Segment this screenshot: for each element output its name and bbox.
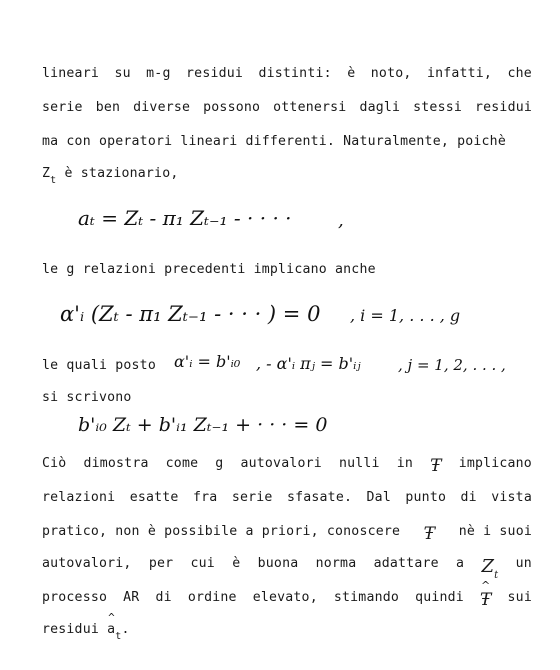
word: dagli [359, 100, 401, 115]
word: Dal [366, 490, 391, 505]
text-segment: nè i suoi [458, 524, 532, 539]
text-line-2 [42, 100, 532, 115]
z-t-symbol [481, 556, 498, 581]
matrix-symbol-icon: Ŧ [430, 456, 442, 476]
word: m-g [146, 66, 171, 81]
text-line-4-rest: è stazionario, [64, 166, 179, 181]
text-line-12 [42, 590, 532, 610]
word: come [165, 456, 199, 471]
word: diverse [133, 100, 191, 115]
word: autovalori [240, 456, 322, 471]
word: adattare [373, 556, 439, 571]
word: g [215, 456, 224, 471]
equation-3c: , j = 1, 2, . . . , [398, 356, 506, 374]
text-segment: pratico, non è possibile a priori, conoscere [42, 524, 401, 539]
word: serie [42, 100, 83, 115]
word: a [456, 556, 465, 571]
subscript-t: t [50, 175, 57, 186]
word: relazioni [42, 490, 116, 505]
word: di [460, 490, 477, 505]
word: cui [190, 556, 215, 571]
word: norma [315, 556, 357, 571]
equation-1-comma: , [338, 210, 344, 231]
word: stessi [413, 100, 462, 115]
word: nulli [338, 456, 380, 471]
matrix-hat-symbol-icon: ^ Ŧ [480, 590, 492, 610]
matrix-symbol-icon: Ŧ [423, 524, 436, 544]
word: infatti, [426, 66, 493, 81]
word: sui [507, 590, 532, 605]
equation-2-index: , i = 1, . . . , g [350, 306, 461, 325]
text-line-7: si scrivono [42, 390, 132, 405]
word: elevato, [252, 590, 318, 605]
word: residui [42, 622, 99, 637]
word: distinti: [258, 66, 332, 81]
equation-2: α'ᵢ (Zₜ - π₁ Zₜ₋₁ - · · · ) = 0 [60, 302, 321, 326]
symbol-z: Z [481, 556, 495, 577]
text-line-13: residui ^ $a_t$. [42, 622, 532, 642]
word: in [396, 456, 414, 471]
word: Ciò [42, 456, 67, 471]
text-line-11 [42, 556, 532, 581]
symbol-a: a [107, 622, 116, 637]
word: è [232, 556, 241, 571]
word: serie [231, 490, 273, 505]
word: lineari [42, 66, 99, 81]
word: per [148, 556, 174, 571]
word: esatte [129, 490, 179, 505]
word: residui [186, 66, 244, 81]
word: quindi [415, 590, 464, 605]
text-line-8 [42, 456, 532, 476]
word: ben [95, 100, 121, 115]
word: è [347, 66, 356, 81]
equation-1: aₜ = Zₜ - π₁ Zₜ₋₁ - · · · · [78, 206, 292, 230]
word: un [515, 556, 532, 571]
text-line-1 [42, 66, 532, 81]
word: ordine [187, 590, 237, 605]
word: noto, [370, 66, 412, 81]
text-line-4 [42, 166, 532, 186]
symbol-z: Z [42, 166, 51, 181]
text-line-3: ma con operatori lineari differenti. Naturalmente, poichè [42, 134, 506, 149]
subscript-t: t [115, 631, 122, 642]
word: sfasate. [286, 490, 353, 505]
word: fra [192, 490, 218, 505]
text-line-6: le quali posto [42, 358, 156, 373]
word: buona [257, 556, 299, 571]
word: che [507, 66, 532, 81]
word: vista [491, 490, 532, 505]
word: punto [405, 490, 447, 505]
word: stimando [333, 590, 400, 605]
word: di [155, 590, 172, 605]
text-line-5: le g relazioni precedenti implicano anche [42, 262, 376, 277]
text-line-9 [42, 490, 532, 505]
word: implicano [458, 456, 532, 471]
word: possono [203, 100, 261, 115]
equation-4: b'ᵢ₀ Zₜ + b'ᵢ₁ Zₜ₋₁ + · · · = 0 [78, 414, 328, 436]
word: AR [123, 590, 140, 605]
a-hat-symbol [107, 622, 115, 637]
word: su [114, 66, 131, 81]
equation-3b: , - α'ᵢ πⱼ = b'ᵢⱼ [256, 354, 361, 373]
word: autovalori, [42, 556, 132, 571]
equation-3a: α'ᵢ = b'ᵢ₀ [174, 352, 241, 371]
text-line-10 [42, 524, 532, 544]
word: dimostra [83, 456, 149, 471]
subscript-t: t [494, 570, 499, 581]
word: processo [42, 590, 108, 605]
word: ottenersi [273, 100, 347, 115]
word: residui [475, 100, 532, 115]
